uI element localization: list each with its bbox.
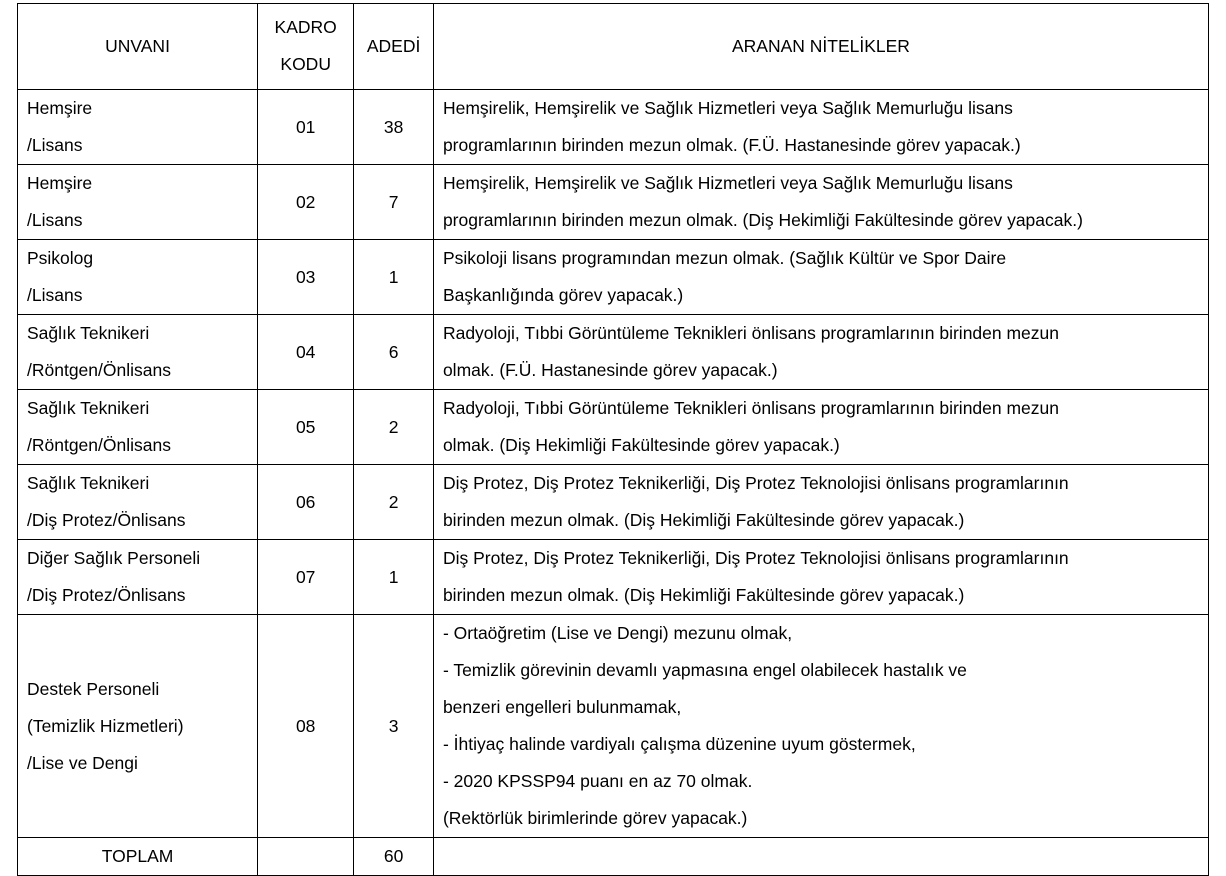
table-row (18, 90, 1209, 165)
cell-aranan-nitelikler (433, 165, 1208, 240)
unvan-line: Sağlık Teknikeri (27, 473, 150, 493)
cell-aranan-nitelikler (433, 615, 1208, 838)
unvan-line: /Diş Protez/Önlisans (27, 510, 186, 530)
nitelik-line: - Ortaöğretim (Lise ve Dengi) mezunu olmak, (442, 623, 793, 643)
cell-adedi: 38 (354, 90, 434, 165)
nitelik-line: Psikoloji lisans programından mezun olmak. (Sağlık Kültür ve Spor Daire (442, 248, 1007, 268)
cell-unvan (18, 390, 258, 465)
header-adedi: ADEDİ (354, 4, 434, 90)
cell-kadro-kodu: 03 (258, 240, 354, 315)
cell-kadro-kodu: 07 (258, 540, 354, 615)
header-kadro-kodu-line: KADRO (274, 17, 337, 37)
cell-kadro-kodu: 06 (258, 465, 354, 540)
total-kod (258, 838, 354, 876)
nitelik-line: birinden mezun olmak. (Diş Hekimliği Fakültesinde görev yapacak.) (442, 510, 965, 530)
unvan-line: /Diş Protez/Önlisans (27, 585, 186, 605)
nitelik-line: programlarının birinden mezun olmak. (Diş Hekimliği Fakültesinde görev yapacak.) (442, 210, 1083, 230)
cell-aranan-nitelikler (433, 315, 1208, 390)
nitelik-line: olmak. (F.Ü. Hastanesinde görev yapacak.) (442, 360, 778, 380)
cell-adedi: 7 (354, 165, 434, 240)
header-unvan: UNVANI (18, 4, 258, 90)
unvan-line: /Röntgen/Önlisans (27, 435, 171, 455)
table-body (18, 90, 1209, 838)
cell-unvan (18, 465, 258, 540)
table-row (18, 165, 1209, 240)
unvan-line: (Temizlik Hizmetleri) (27, 715, 184, 736)
unvan-line: Hemşire (27, 98, 93, 118)
cell-kadro-kodu: 01 (258, 90, 354, 165)
cell-adedi: 2 (354, 390, 434, 465)
nitelik-line: (Rektörlük birimlerinde görev yapacak.) (442, 808, 748, 828)
cell-adedi: 2 (354, 465, 434, 540)
nitelik-line: Diş Protez, Diş Protez Teknikerliği, Diş Protez Teknolojisi önlisans programlarının (442, 548, 1069, 568)
cell-aranan-nitelikler (433, 465, 1208, 540)
cell-aranan-nitelikler (433, 240, 1208, 315)
cell-unvan (18, 315, 258, 390)
table-header-row (18, 4, 1209, 90)
nitelik-line: Radyoloji, Tıbbi Görüntüleme Teknikleri önlisans programlarının birinden mezun (442, 323, 1060, 343)
unvan-line: Sağlık Teknikeri (27, 323, 150, 343)
table-row (18, 465, 1209, 540)
total-row (18, 838, 1209, 876)
unvan-line: Destek Personeli (27, 678, 160, 699)
nitelik-line: birinden mezun olmak. (Diş Hekimliği Fakültesinde görev yapacak.) (442, 585, 965, 605)
nitelik-line: Başkanlığında görev yapacak.) (442, 285, 684, 305)
cell-aranan-nitelikler (433, 90, 1208, 165)
nitelik-line: Radyoloji, Tıbbi Görüntüleme Teknikleri önlisans programlarının birinden mezun (442, 398, 1060, 418)
nitelik-line: - İhtiyaç halinde vardiyalı çalışma düzenine uyum göstermek, (442, 734, 916, 754)
nitelik-line: olmak. (Diş Hekimliği Fakültesinde görev yapacak.) (442, 435, 840, 455)
header-aranan-nitelikler: ARANAN NİTELİKLER (433, 4, 1208, 90)
cell-kadro-kodu: 02 (258, 165, 354, 240)
nitelik-line: Hemşirelik, Hemşirelik ve Sağlık Hizmetleri veya Sağlık Memurluğu lisans (442, 173, 1013, 193)
unvan-line: /Lisans (27, 135, 83, 155)
cell-kadro-kodu: 04 (258, 315, 354, 390)
table-row (18, 615, 1209, 838)
header-kadro-kodu (258, 4, 354, 90)
table-row (18, 315, 1209, 390)
cell-aranan-nitelikler (433, 390, 1208, 465)
cell-adedi: 3 (354, 615, 434, 838)
staff-requirements-table (17, 3, 1209, 876)
nitelik-line: Hemşirelik, Hemşirelik ve Sağlık Hizmetleri veya Sağlık Memurluğu lisans (442, 98, 1013, 118)
table-row (18, 240, 1209, 315)
header-kadro-kodu-line: KODU (280, 54, 331, 74)
unvan-line: Diğer Sağlık Personeli (27, 548, 201, 568)
unvan-line: /Röntgen/Önlisans (27, 360, 171, 380)
total-adet: 60 (354, 838, 434, 876)
cell-aranan-nitelikler (433, 540, 1208, 615)
cell-unvan (18, 615, 258, 838)
unvan-line: /Lise ve Dengi (27, 752, 138, 773)
nitelik-line: Diş Protez, Diş Protez Teknikerliği, Diş Protez Teknolojisi önlisans programlarının (442, 473, 1069, 493)
cell-unvan (18, 165, 258, 240)
cell-adedi: 1 (354, 240, 434, 315)
cell-kadro-kodu: 08 (258, 615, 354, 838)
total-nitelik (433, 838, 1208, 876)
unvan-line: Psikolog (27, 248, 94, 268)
unvan-line: /Lisans (27, 285, 83, 305)
nitelik-line: benzeri engelleri bulunmamak, (442, 697, 682, 717)
unvan-line: /Lisans (27, 210, 83, 230)
cell-kadro-kodu: 05 (258, 390, 354, 465)
cell-unvan (18, 540, 258, 615)
cell-unvan (18, 90, 258, 165)
nitelik-line: programlarının birinden mezun olmak. (F.Ü. Hastanesinde görev yapacak.) (442, 135, 1021, 155)
cell-unvan (18, 240, 258, 315)
nitelik-line: - Temizlik görevinin devamlı yapmasına engel olabilecek hastalık ve (442, 660, 967, 680)
nitelik-line: - 2020 KPSSP94 puanı en az 70 olmak. (442, 771, 753, 791)
total-label: TOPLAM (18, 838, 258, 876)
cell-adedi: 6 (354, 315, 434, 390)
table-row (18, 390, 1209, 465)
unvan-line: Hemşire (27, 173, 93, 193)
table-row (18, 540, 1209, 615)
cell-adedi: 1 (354, 540, 434, 615)
unvan-line: Sağlık Teknikeri (27, 398, 150, 418)
